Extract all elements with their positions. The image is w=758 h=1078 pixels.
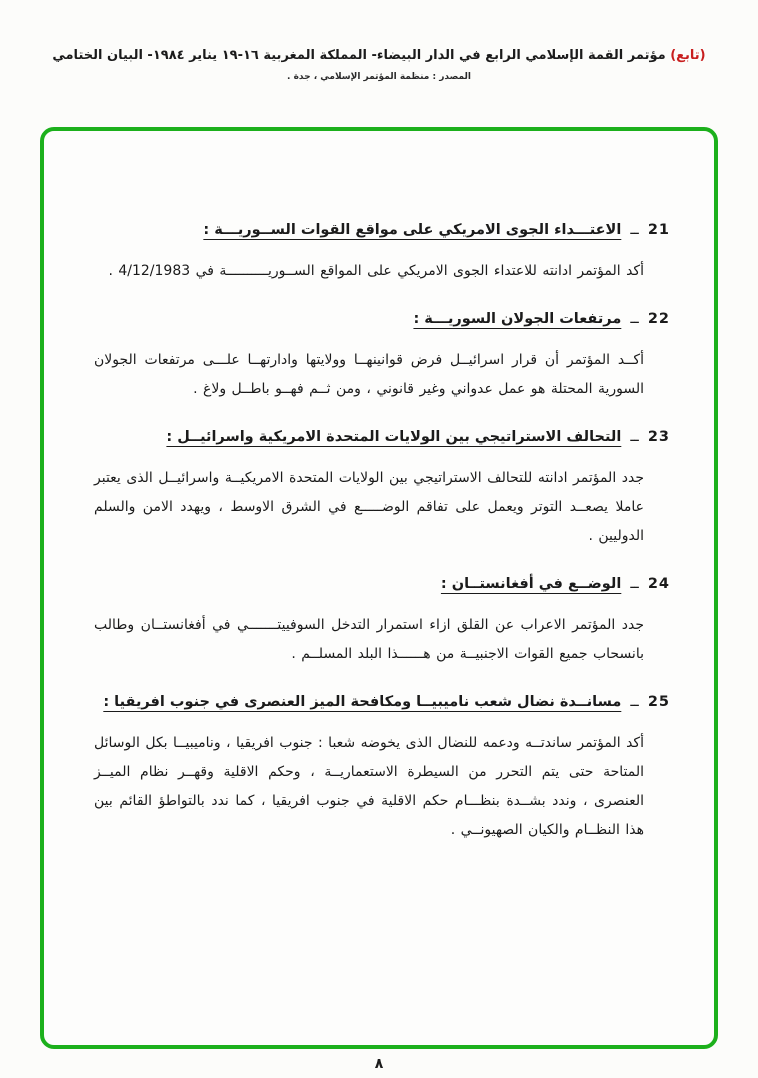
item-number: 23: [647, 429, 670, 445]
document-title: مؤتمر القمة الإسلامي الرابع في الدار البيضاء- المملكة المغربية ١٦-١٩ يناير ١٩٨٤- البيان الختامي: [52, 48, 666, 63]
item-separator: ــ: [630, 222, 639, 238]
source-line: المصدر : منظمة المؤتمر الإسلامي ، جدة .: [287, 72, 471, 82]
document-body: [44, 131, 714, 845]
item-number: 22: [647, 311, 670, 327]
item-title: الاعتـــداء الجوى الامريكي على مواقع القوات الســوريـــة :: [203, 222, 622, 238]
document-title-line: [0, 48, 758, 63]
item-number: 21: [647, 222, 670, 238]
item-separator: ــ: [630, 311, 639, 327]
document-frame: [40, 127, 718, 1049]
item-title: الوضــع في أفغانستــان :: [440, 576, 622, 592]
item-paragraph: أكد المؤتمر ادانته للاعتداء الجوى الامريكي على المواقع الســوريــــــــــة في 4/12/1983 .: [108, 263, 644, 279]
item-heading: [94, 304, 670, 334]
item-paragraph: جدد المؤتمر الاعراب عن القلق ازاء استمرار التدخل السوفييتـــــــي في أفغانستــان وطالب بانسحاب جميع القوات الاجنبيــة من هــــــذا البلد المسلــم .: [94, 617, 644, 662]
item-separator: ــ: [630, 576, 639, 592]
item-number: 25: [647, 694, 670, 710]
document-item: [94, 687, 670, 845]
page-header: [0, 48, 758, 82]
item-separator: ــ: [630, 694, 639, 710]
document-item: [94, 422, 670, 551]
item-heading: [94, 215, 670, 245]
page-number: ٨: [374, 1056, 384, 1072]
document-item: [94, 215, 670, 286]
item-heading: [94, 569, 670, 599]
item-title: مرتفعات الجولان السوريـــة :: [413, 311, 622, 327]
item-title: التحالف الاستراتيجي بين الولايات المتحدة الامريكية واسرائيــل :: [166, 429, 622, 445]
items-container: [94, 215, 670, 845]
item-heading: [94, 687, 670, 717]
item-number: 24: [647, 576, 670, 592]
item-title: مسانــدة نضال شعب ناميبيــا ومكافحة الميز العنصرى في جنوب افريقيا :: [103, 694, 622, 710]
item-heading: [94, 422, 670, 452]
item-separator: ــ: [630, 429, 639, 445]
continuation-tag: (تابع): [670, 48, 706, 63]
item-paragraph: جدد المؤتمر ادانته للتحالف الاستراتيجي بين الولايات المتحدة الامريكيــة واسرائيــل الذى يعتبر عاملا يصعــد التوتر ويعمل على تفاقم الوضـــــع في الشرق الاوسط ، ويهدد الامن والسلم الدوليين .: [94, 470, 644, 544]
item-paragraph: أكــد المؤتمر أن قرار اسرائيــل فرض قوانينهــا وولايتها وادارتهــا علـــى مرتفعات الجولان السورية المحتلة هو عمل عدواني وغير قانوني ، ومن ثــم فهــو باطــل ولاغ .: [94, 352, 644, 397]
document-item: [94, 304, 670, 404]
item-paragraph: أكد المؤتمر ساندتــه ودعمه للنضال الذى يخوضه شعبا : جنوب افريقيا ، وناميبيــا بكل الوسائل المتاحة حتى يتم التحرر من السيطرة الاستعماريــة ، وحكم الاقلية وقهــر نظام الميــز العنصرى ، وندد بشــدة بنظـــام حكم الاقلية في جنوب افريقيا ، كما ندد بالتواطؤ القائم بين هذا النظــام والكيان الصهيونــي .: [94, 735, 644, 838]
document-item: [94, 569, 670, 669]
